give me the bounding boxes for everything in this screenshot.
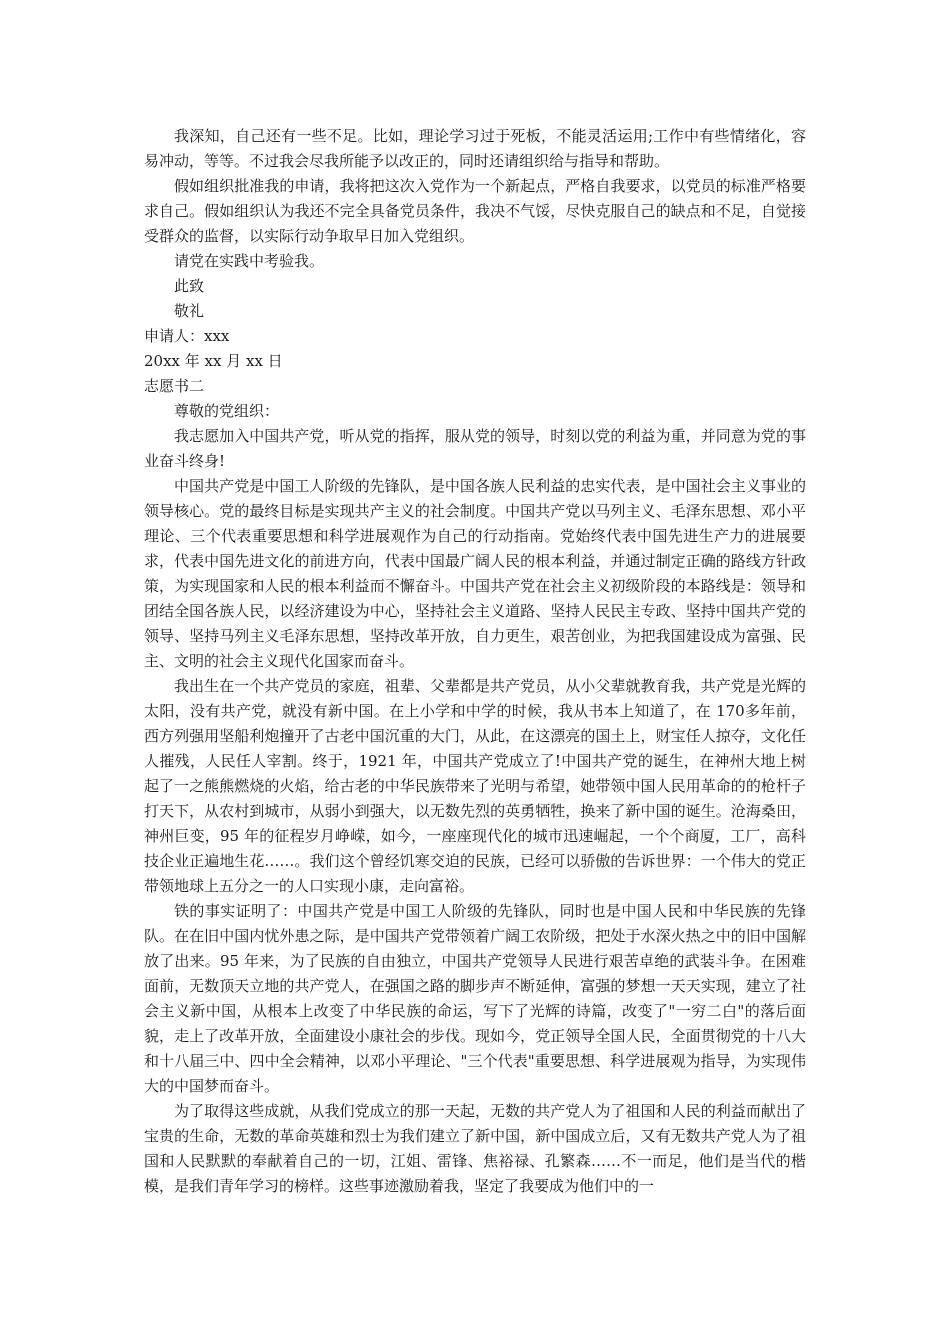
applicant-line: 申请人：xxx (144, 327, 230, 345)
closing-cizhi: 此致 (174, 277, 205, 295)
paragraph-pledge: 我志愿加入中国共产党，听从党的指挥，服从党的领导，时刻以党的利益为重，并同意为党的事业奋斗终身! (144, 427, 806, 470)
paragraph-family-background: 我出生在一个共产党员的家庭，祖辈、父辈都是共产党员，从小父辈就教育我，共产党是光辉的太阳，没有共产党，就没有新中国。在上小学和中学的时候，我从书本上知道了，在 170多年前，西方列强用坚船利炮撞开了古老中国沉重的大门，从此，在这漂亮的国土上，财宝任人掠夺，文化任人摧残，人民任人宰割。终于，1921 年，中国共产党成立了!中国共产党的诞生，在神州大地上树起了一之熊熊燃烧的火焰，给古老的中华民族带来了光明与希望，她带领中国人民用革命的的枪杆子打天下，从农村到城市，从弱小到强大，以无数先烈的英勇牺牲，换来了新中国的诞生。沧海桑田，神州巨变，95 年的征程岁月峥嵘，如今，一座座现代化的城市迅速崛起，一个个商厦，工厂，高科技企业正遍地生花……。我们这个曾经饥寒交迫的民族，已经可以骄傲的告诉世界：一个伟大的党正带领地球上五分之一的人口实现小康，走向富裕。 (144, 677, 806, 895)
date-line: 20xx 年 xx 月 xx 日 (144, 352, 283, 370)
document-body (144, 124, 806, 1199)
section-title: 志愿书二 (144, 377, 205, 395)
paragraph-achievements: 为了取得这些成就，从我们党成立的那一天起，无数的共产党人为了祖国和人民的利益而献出了宝贵的生命，无数的革命英雄和烈士为我们建立了新中国，新中国成立后，又有无数共产党人为了祖国和人民默默的奉献着自己的一切，江姐、雷锋、焦裕禄、孔繁森……不一而足，他们是当代的楷模，是我们青年学习的榜样。这些事迹激励着我，坚定了我要成为他们中的一 (144, 1102, 806, 1195)
paragraph-party-nature: 中国共产党是中国工人阶级的先锋队，是中国各族人民利益的忠实代表，是中国社会主义事业的领导核心。党的最终目标是实现共产主义的社会制度。中国共产党以马列主义、毛泽东思想、邓小平理论、三个代表重要思想和科学进展观作为自己的行动指南。党始终代表中国先进生产力的进展要求，代表中国先进文化的前进方向，代表中国最广阔人民的根本利益，并通过制定正确的路线方针政策，为实现国家和人民的根本利益而不懈奋斗。中国共产党在社会主义初级阶段的本路线是：领导和团结全国各族人民，以经济建设为中心，坚持社会主义道路、坚持人民民主专政、坚持中国共产党的领导、坚持马列主义毛泽东思想，坚持改革开放，自力更生，艰苦创业，为把我国建设成为富强、民主、文明的社会主义现代化国家而奋斗。 (144, 477, 806, 670)
paragraph-shortcomings: 我深知，自己还有一些不足。比如，理论学习过于死板，不能灵活运用;工作中有些情绪化，容易冲动，等等。不过我会尽我所能予以改正的，同时还请组织给与指导和帮助。 (144, 127, 806, 170)
paragraph-commitment: 假如组织批准我的申请，我将把这次入党作为一个新起点，严格自我要求，以党员的标准严格要求自己。假如组织认为我还不完全具备党员条件，我决不气馁，尽快克服自己的缺点和不足，自觉接受群众的监督，以实际行动争取早日加入党组织。 (144, 177, 806, 245)
paragraph-test-me: 请党在实践中考验我。 (174, 252, 325, 270)
paragraph-facts: 铁的事实证明了：中国共产党是中国工人阶级的先锋队，同时也是中国人民和中华民族的先锋队。在在旧中国内忧外患之际，是中国共产党带领着广阔工农阶级，把处于水深火热之中的旧中国解放了出来。95 年来，为了民族的自由独立，中国共产党领导人民进行艰苦卓绝的武装斗争。在困难面前，无数顶天立地的共产党人，在强国之路的脚步声不断延伸，富强的梦想一天天实现，建立了社会主义新中国，从根本上改变了中华民族的命运，写下了光辉的诗篇，改变了"一穷二白"的落后面貌，走上了改革开放，全面建设小康社会的步伐。现如今，党正领导全国人民，全面贯彻党的十八大和十八届三中、四中全会精神，以邓小平理论、"三个代表"重要思想、科学进展观为指导，为实现伟大的中国梦而奋斗。 (144, 902, 806, 1095)
salutation: 尊敬的党组织： (174, 402, 280, 420)
closing-jingli: 敬礼 (174, 302, 205, 320)
